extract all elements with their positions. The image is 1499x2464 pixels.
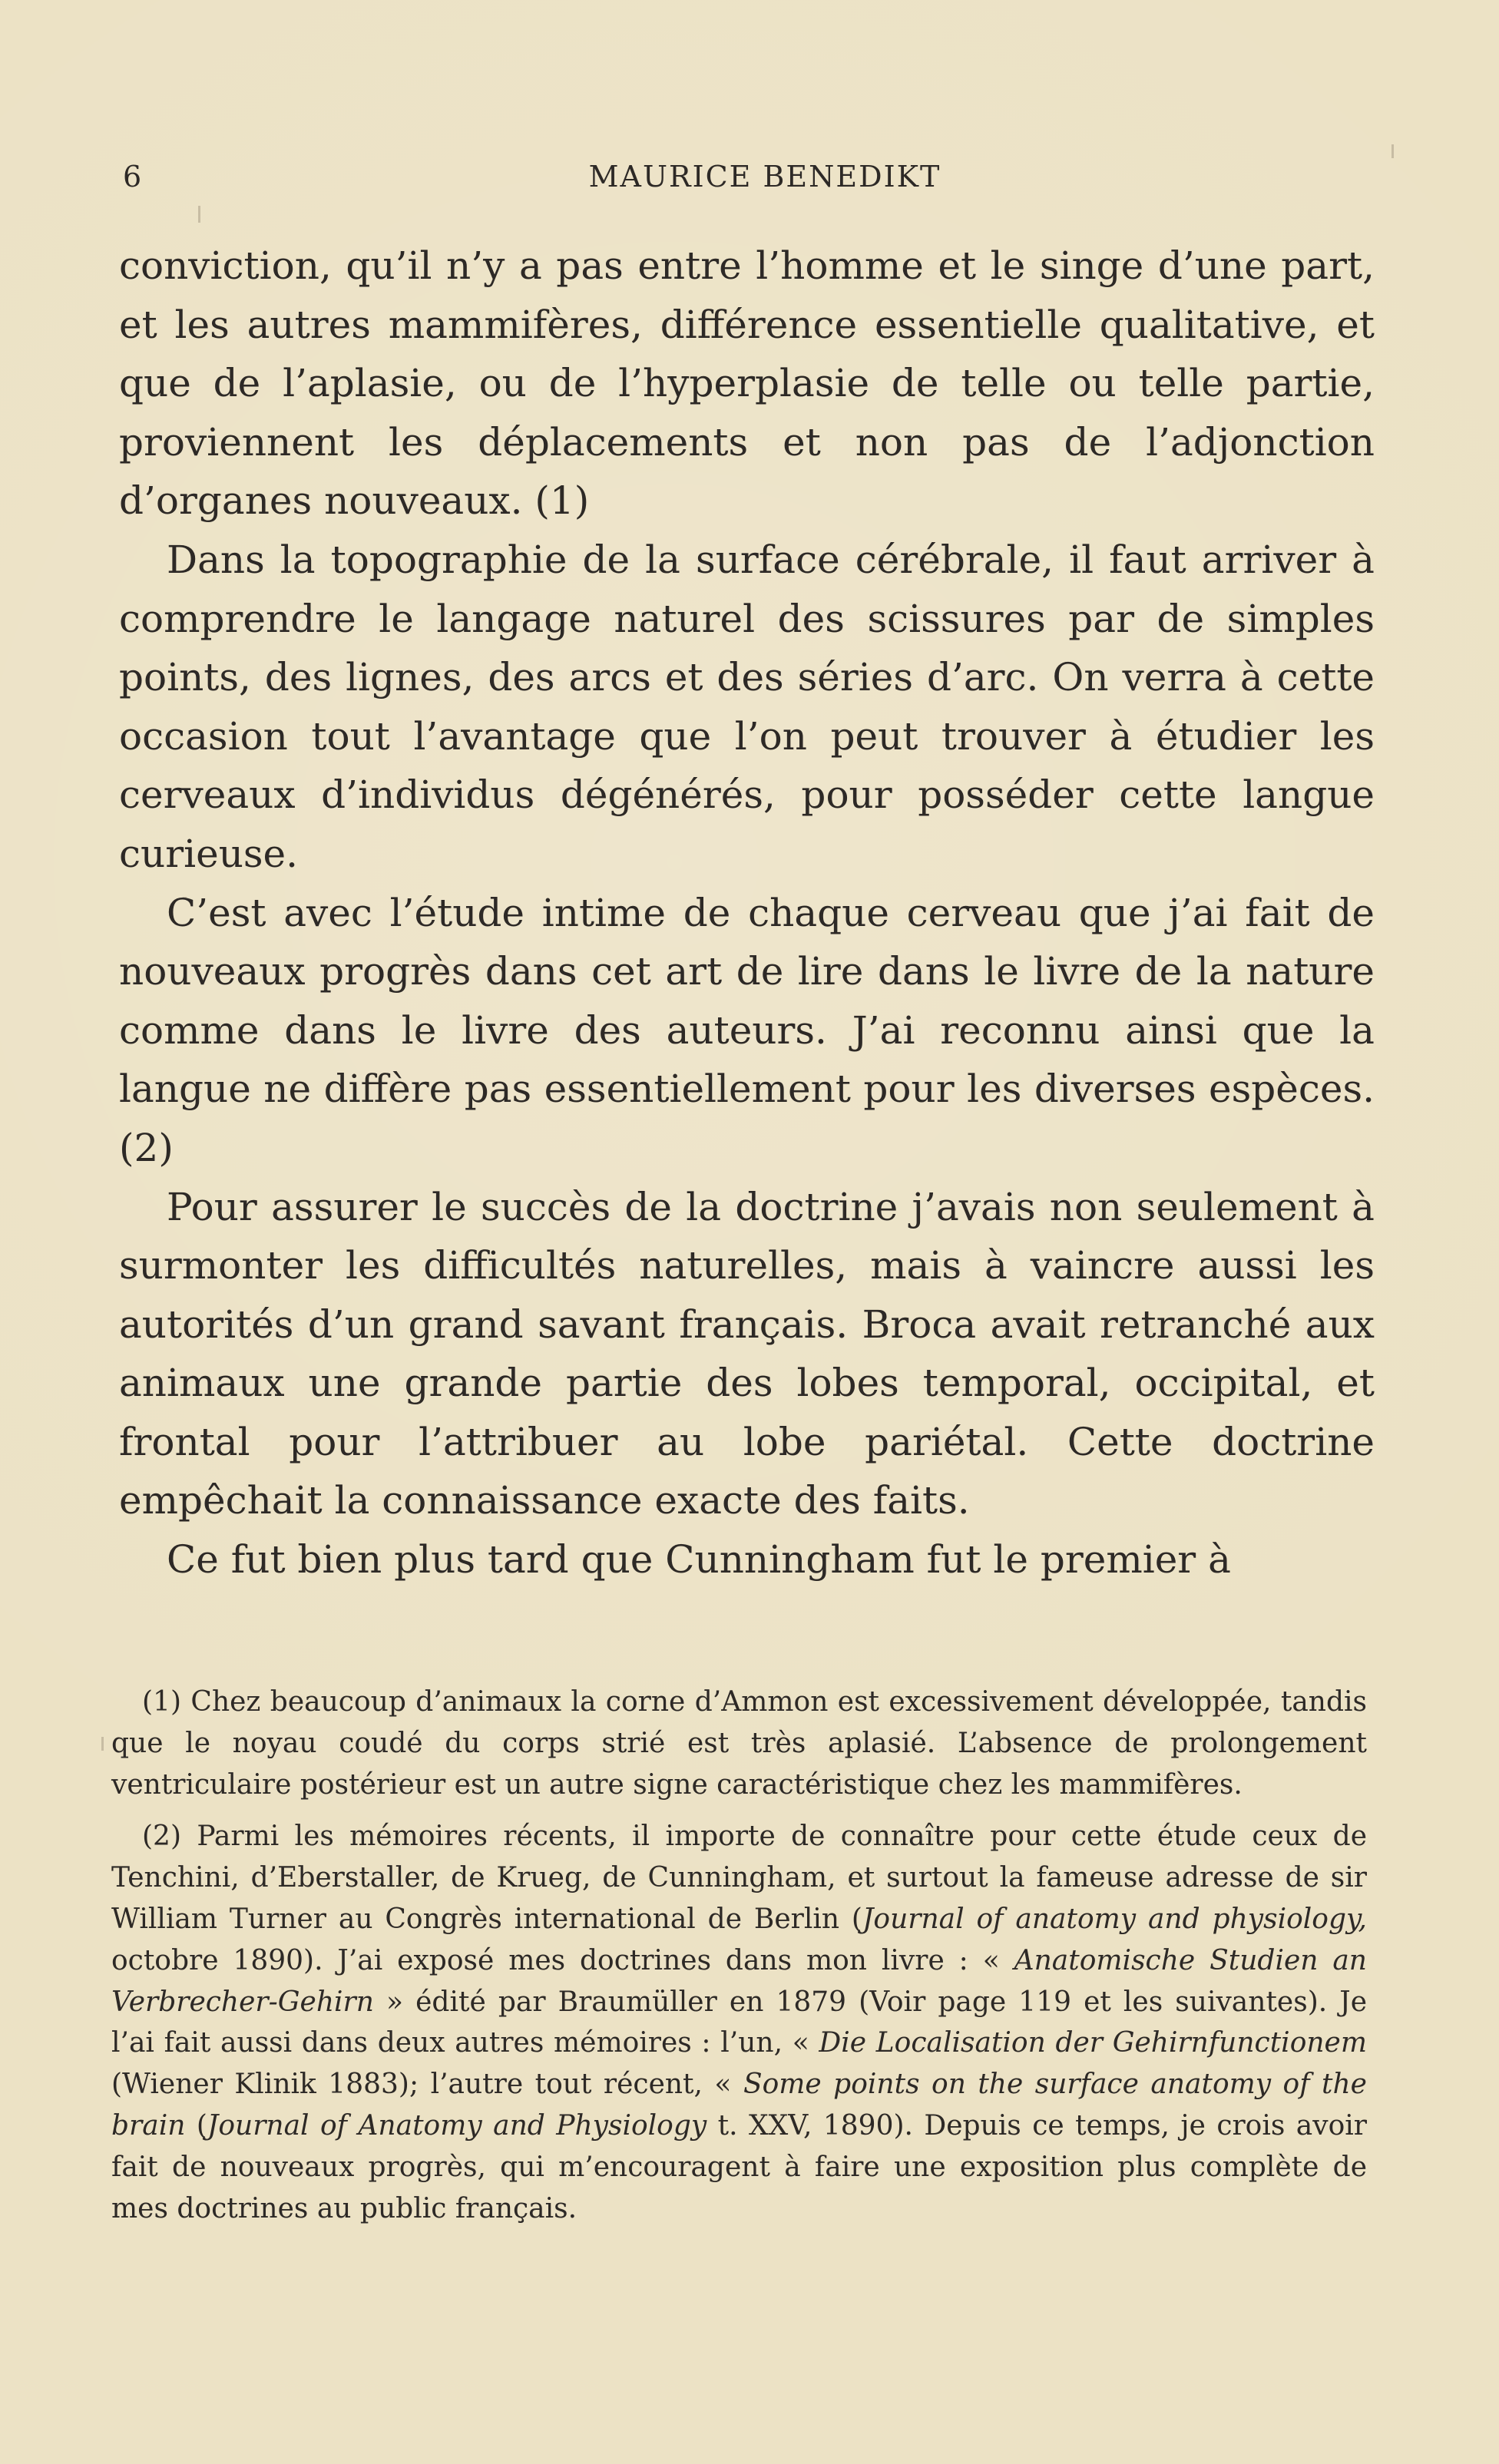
running-title: MAURICE BENEDIKT xyxy=(588,160,941,193)
paragraph: C’est avec l’étude intime de chaque cerveau que j’ai fait de nouveaux progrès dans cet art de lire dans le livre de la nature comme dans le livre des auteurs. J’ai reconnu ainsi que la langue ne diffère pas essentiellement pour les diverses espèces. (2) xyxy=(119,890,1375,1170)
page-header xyxy=(123,160,1376,206)
footnote-text: (2) Parmi les mémoires récents, il importe de connaître pour cette étude ceux de Tenchini, d’Eberstaller, de Krueg, de Cunningham, et surtout la fameuse adresse de sir William Turner au Congrès international de Berlin ( xyxy=(111,1821,1367,1935)
paper-speck xyxy=(198,206,200,223)
paragraph: Ce fut bien plus tard que Cunningham fut le premier à xyxy=(167,1537,1231,1583)
paper-speck xyxy=(101,1737,104,1751)
paragraph: conviction, qu’il n’y a pas entre l’homme et le singe d’une part, et les autres mammifères, différence essentielle qualitative, et que de l’aplasie, ou de l’hyperplasie de telle ou telle partie, proviennent les déplacements et non pas de l’adjonction d’organes nouveaux. (1) xyxy=(119,243,1375,524)
footnote-text: t. XXV, 1890). Depuis ce temps, je crois avoir fait de nouveaux progrès, qui m’encouragent à faire une exposition plus complète de mes doctrines au public français. xyxy=(111,2109,1367,2224)
footnote-1: (1) Chez beaucoup d’animaux la corne d’Ammon est excessivement développée, tandis que le noyau coudé du corps strié est très aplasié. L’absence de prolongement ventriculaire postérieur est un autre signe caractéristique chez les mammifères. xyxy=(111,1686,1367,1801)
footnote-citation: Some points on the surface anatomy of the brain xyxy=(111,2069,1367,2142)
footnote-text: ( xyxy=(185,2109,207,2142)
footnote-text: octobre 1890). J’ai exposé mes doctrines dans mon livre : « xyxy=(111,1944,1014,1976)
footnote-text: (Wiener Klinik 1883); l’autre tout récent, « xyxy=(111,2069,743,2101)
footnote-2 xyxy=(111,1816,1367,2229)
footnotes xyxy=(111,1682,1367,2229)
page-number: 6 xyxy=(123,160,143,193)
main-text xyxy=(119,236,1375,1589)
paper-speck xyxy=(1391,144,1394,158)
paragraph: Dans la topographie de la surface cérébrale, il faut arriver à comprendre le langage naturel des scissures par de simples points, des lignes, des arcs et des séries d’arc. On verra à cette occasion tout l’avantage que l’on peut trouver à étudier les cerveaux d’individus dégénérés, pour posséder cette langue curieuse. xyxy=(119,537,1375,876)
footnote-citation: Journal of anatomy and physiology, xyxy=(862,1903,1367,1935)
footnote-citation: Die Localisation der Gehirnfunctionem xyxy=(819,2027,1367,2059)
paragraph: Pour assurer le succès de la doctrine j’avais non seulement à surmonter les difficultés naturelles, mais à vaincre aussi les autorités d’un grand savant français. Broca avait retranché aux animaux une grande partie des lobes temporal, occipital, et frontal pour l’attribuer au lobe pariétal. Cette doctrine empêchait la connaissance exacte des faits. xyxy=(119,1184,1375,1523)
footnote-citation: Journal of Anatomy and Physiology xyxy=(207,2109,707,2142)
footnote-citation: Anatomische Studien an Verbrecher-Gehirn xyxy=(111,1944,1367,2018)
footnote-text: » édité par Braumüller en 1879 (Voir page 119 et les suivantes). Je l’ai fait aussi dans deux autres mémoires : l’un, « xyxy=(111,1986,1367,2059)
